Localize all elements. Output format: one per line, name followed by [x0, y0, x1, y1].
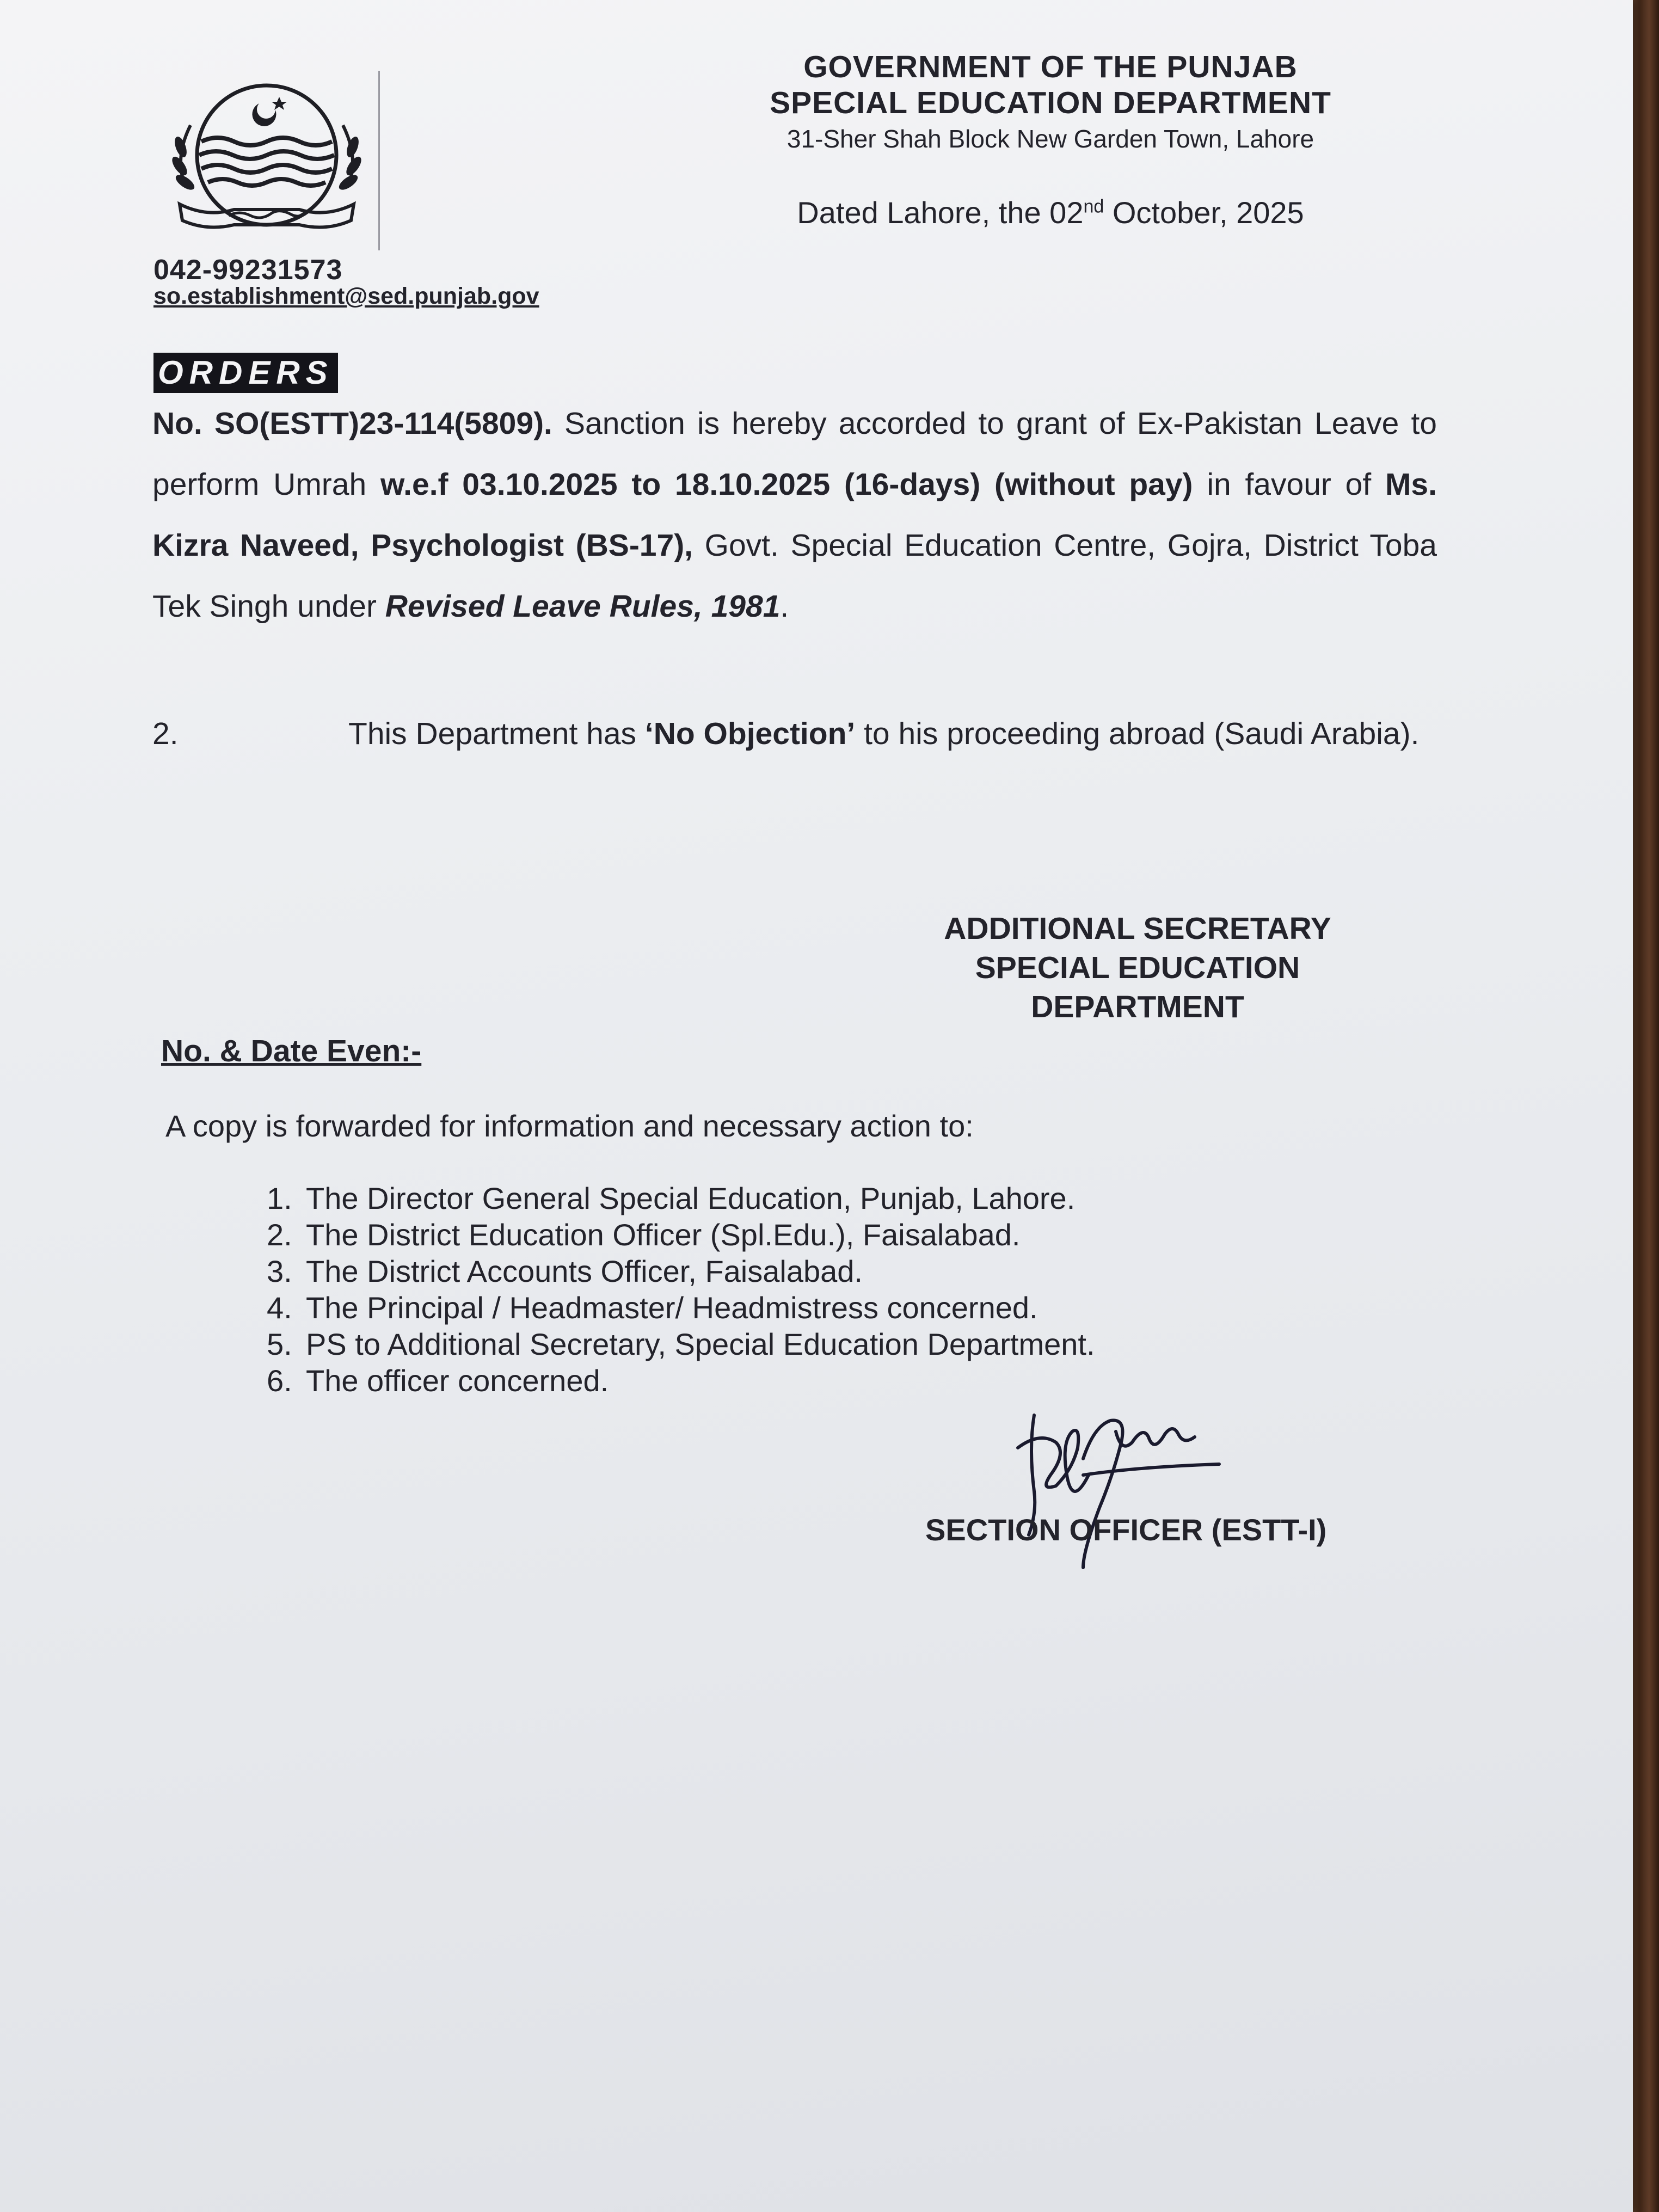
paragraph-text: in favour of	[1193, 467, 1385, 502]
paragraph-text: to his proceeding abroad (Saudi Arabia).	[855, 716, 1420, 751]
list-item-text: The officer concerned.	[306, 1363, 609, 1398]
copy-forwarded-text: A copy is forwarded for information and necessary action to:	[165, 1109, 974, 1143]
list-item-number: 1.	[267, 1181, 292, 1215]
government-title: GOVERNMENT OF THE PUNJAB	[803, 50, 1298, 84]
list-item-number: 2.	[267, 1218, 292, 1252]
list-item-number: 4.	[267, 1291, 292, 1325]
header-divider	[378, 71, 380, 250]
reference-number: No. SO(ESTT)23-114(5809).	[152, 406, 552, 441]
paragraph-number: 2.	[152, 716, 179, 751]
signatory-block	[893, 909, 1382, 1027]
orders-label: ORDERS	[153, 353, 338, 393]
paragraph-text: .	[780, 589, 789, 624]
list-item-number: 5.	[267, 1327, 292, 1361]
list-item-number: 3.	[267, 1254, 292, 1288]
department-heading	[740, 49, 1361, 121]
department-title: SPECIAL EDUCATION DEPARTMENT	[770, 85, 1331, 120]
no-date-even-heading: No. & Date Even:-	[161, 1034, 422, 1068]
no-objection-phrase: ‘No Objection’	[644, 716, 856, 751]
distribution-list	[267, 1180, 1095, 1399]
employee-name: Ms. Kizra Naveed, Psychologist (BS-17),	[152, 467, 1437, 563]
paragraph-text: Sanction is hereby accorded to grant of Ex-Pakistan Leave to perform Umrah	[152, 406, 1437, 502]
leave-period: w.e.f 03.10.2025 to 18.10.2025 (16-days) (without pay)	[380, 467, 1193, 502]
order-paragraph-2	[152, 703, 1437, 764]
list-item	[267, 1216, 1095, 1253]
list-item-text: The District Accounts Officer, Faisalabad.	[306, 1254, 863, 1288]
list-item-text: PS to Additional Secretary, Special Education Department.	[306, 1327, 1095, 1361]
section-officer-title: SECTION OFFICER (ESTT-I)	[925, 1513, 1327, 1547]
dated-prefix: Dated Lahore, the 02	[797, 195, 1084, 230]
list-item-text: The Principal / Headmaster/ Headmistress concerned.	[306, 1291, 1038, 1325]
punjab-emblem-logo	[163, 82, 370, 245]
list-item	[267, 1253, 1095, 1289]
phone-number: 042-99231573	[153, 254, 343, 286]
department-address: 31-Sher Shah Block New Garden Town, Lahore	[787, 125, 1314, 153]
order-paragraph-1	[152, 393, 1437, 637]
list-item	[267, 1362, 1095, 1399]
dated-rest: October, 2025	[1104, 195, 1304, 230]
list-item-number: 6.	[267, 1363, 292, 1398]
dated-line	[740, 195, 1361, 230]
list-item	[267, 1180, 1095, 1216]
list-item-text: The Director General Special Education, Punjab, Lahore.	[306, 1181, 1076, 1215]
list-item	[267, 1326, 1095, 1362]
paragraph-text: Govt. Special Education Centre, Gojra, District Toba Tek Singh under	[152, 528, 1437, 624]
signatory-line: DEPARTMENT	[1031, 990, 1244, 1024]
signatory-line: SPECIAL EDUCATION	[975, 950, 1300, 985]
list-item	[267, 1289, 1095, 1326]
leave-rules: Revised Leave Rules, 1981	[385, 589, 781, 624]
signatory-line: ADDITIONAL SECRETARY	[944, 911, 1331, 946]
dated-ordinal-suffix: nd	[1083, 196, 1104, 217]
email-address: so.establishment@sed.punjab.gov	[153, 283, 539, 309]
list-item-text: The District Education Officer (Spl.Edu.), Faisalabad.	[306, 1218, 1021, 1252]
paragraph-text: This Department has	[348, 716, 645, 751]
